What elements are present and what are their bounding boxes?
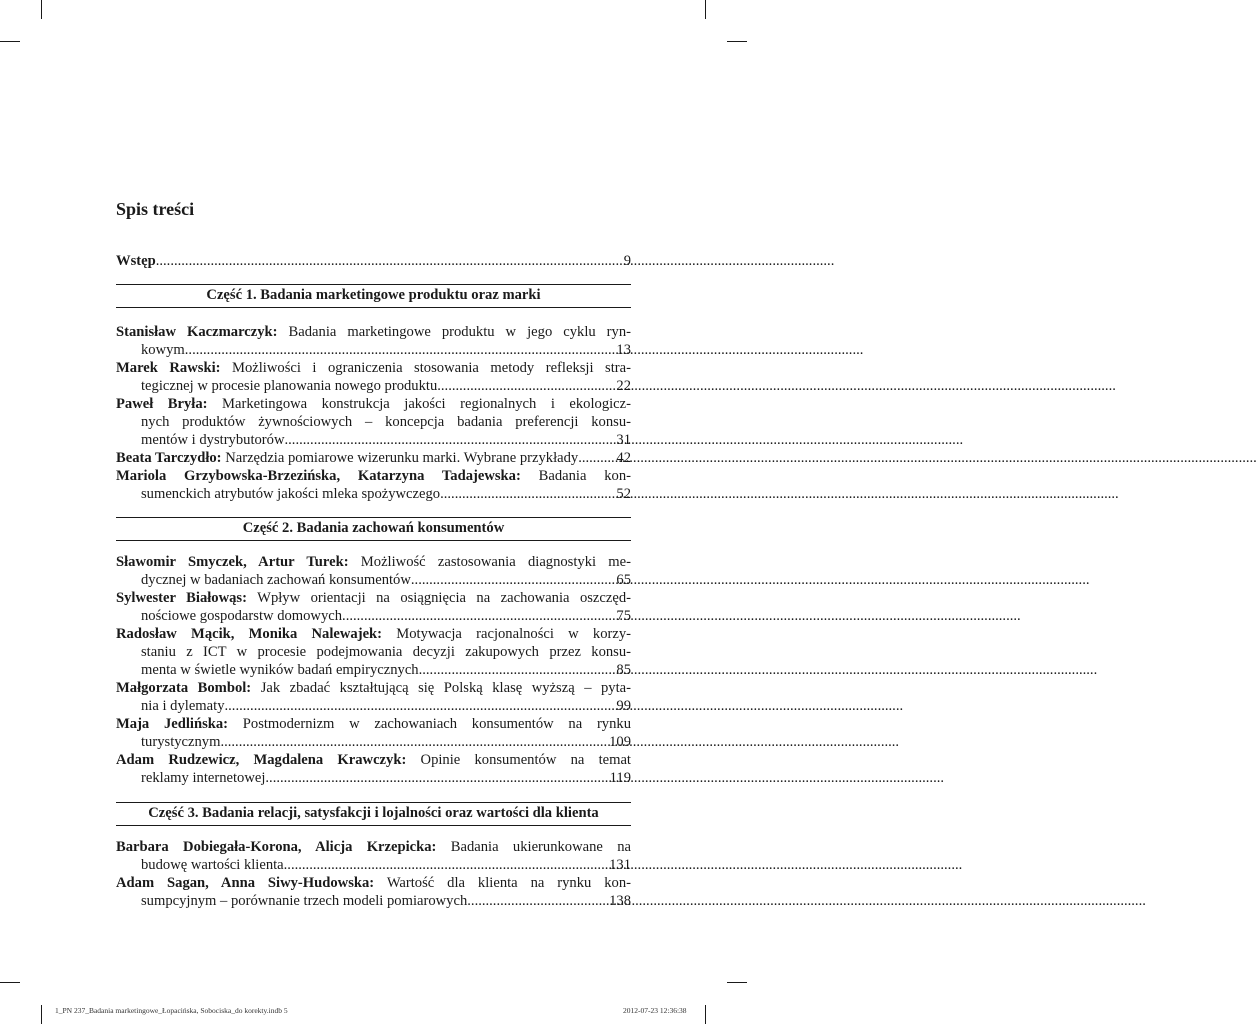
toc-line [116,431,631,449]
dot-leader [411,571,589,589]
toc-line [116,625,631,643]
entry-title: mentów i dystrybutorów [141,432,285,448]
crop-mark [41,0,42,19]
toc-line [116,697,631,715]
entry-title: Motywacja racjonalności w korzy- [382,626,631,642]
toc-entry [116,395,631,449]
dot-leader [342,607,589,625]
page-number: 119 [609,770,631,786]
dot-leader [284,856,589,874]
entry-authors: Sławomir Smyczek, Artur Turek: [116,554,349,570]
toc-part-3 [116,838,631,910]
entry-authors: Mariola Grzybowska-Brzezińska, Katarzyna Tadajewska: [116,468,521,484]
dot-leader [225,697,590,715]
toc-line [116,323,631,341]
part-heading: Część 1. Badania marketingowe produktu oraz marki [116,284,631,308]
toc-line [116,661,631,679]
entry-title: Narzędzia pomiarowe wizerunku marki. Wybrane przykłady [221,450,579,466]
dot-leader [578,449,589,467]
entry-authors: Stanisław Kaczmarczyk: [116,324,278,340]
entry-authors: Adam Rudzewicz, Magdalena Krawczyk: [116,752,407,768]
toc-line [116,341,631,359]
entry-authors: Beata Tarczydło: [116,450,222,466]
crop-mark [41,1005,42,1024]
toc-part-1 [116,323,631,503]
entry-title: tegicznej w procesie planowania nowego produktu [141,378,438,394]
toc-line [116,751,631,769]
part-heading: Część 3. Badania relacji, satysfakcji i lojalności oraz wartości dla klienta [116,802,631,826]
page-number: 138 [609,893,631,909]
toc-entry [116,751,631,787]
entry-title: Badania ukierunkowane na [436,839,631,855]
entry-title: Wpływ orientacji na osiągnięcia na zachowania oszczęd- [246,590,631,606]
dot-leader [467,892,589,910]
toc-line [116,359,631,377]
toc-line [116,679,631,697]
entry-title: turystycznym [141,734,221,750]
page-number: 52 [616,486,631,502]
entry-title: Marketingowa konstrukcja jakości regionalnych i ekologicz- [207,396,631,412]
crop-mark [727,41,747,42]
toc-line [116,377,631,395]
page-number: 75 [616,608,631,624]
entry-title: nościowe gospodarstw domowych [141,608,343,624]
toc-entry [116,553,631,589]
entry-title: Wartość dla klienta na rynku kon- [374,875,631,891]
entry-title: sumenckich atrybutów jakości mleka spożywczego [141,486,441,502]
dot-leader [440,485,589,503]
toc-line [116,467,631,485]
toc-entry [116,449,631,467]
dot-leader [285,431,590,449]
toc-entry [116,874,631,910]
entry-authors: Maja Jedlińska: [116,716,229,732]
page-number: 22 [616,378,631,394]
entry-title: kowym [141,342,185,358]
toc-entry [116,838,631,874]
toc-line [116,449,631,467]
entry-title: menta w świetle wyników badań empirycznych [141,662,419,678]
entry-title: Opinie konsumentów na temat [406,752,631,768]
entry-title: Postmodernizm w zachowaniach konsumentów na rynku [228,716,631,732]
entry-authors: Sylwester Białowąs: [116,590,247,606]
dot-leader [185,341,589,359]
crop-mark [705,0,706,19]
print-file-info: 1_PN 237_Badania marketingowe_Łopacińska, Sobociska_do korekty.indb 5 [55,1006,288,1015]
entry-title: Badania marketingowe produktu w jego cyklu ryn- [277,324,631,340]
entry-title: budowę wartości klienta [141,857,284,873]
toc-entry [116,625,631,679]
toc-line [116,715,631,733]
dot-leader [265,769,589,787]
toc-entry [116,679,631,715]
crop-mark [705,1005,706,1024]
toc-line [116,892,631,910]
dot-leader [437,377,589,395]
page-number: 131 [609,857,631,873]
page-title: Spis treści [116,199,195,219]
toc-line [116,485,631,503]
entry-authors: Radosław Mącik, Monika Nalewajek: [116,626,383,642]
entry-authors: Barbara Dobiegała-Korona, Alicja Krzepicka: [116,839,437,855]
toc-entry [116,589,631,625]
dot-leader [419,661,589,679]
toc-entry [116,467,631,503]
toc-line [116,395,631,413]
toc-part-2 [116,553,631,787]
toc-line [116,607,631,625]
toc-line [116,643,631,661]
entry-title: Jak zbadać kształtującą się Polską klasę wyższą – pyta- [251,680,631,696]
dot-leader [220,733,589,751]
entry-title: Możliwość zastosowania diagnostyki me- [348,554,631,570]
toc-line [116,413,631,431]
toc-line [116,769,631,787]
page-number: 13 [616,342,631,358]
entry-authors: Adam Sagan, Anna Siwy-Hudowska: [116,875,375,891]
dot-leader [156,252,589,270]
page-number: 9 [623,253,631,269]
toc-entry [116,323,631,359]
entry-authors: Małgorzata Bombol: [116,680,252,696]
toc-line [116,553,631,571]
toc-entry [116,359,631,395]
toc-line [116,874,631,892]
entry-title: dycznej w badaniach zachowań konsumentów [141,572,411,588]
page-number: 42 [616,450,631,466]
print-timestamp: 2012-07-23 12:36:38 [623,1006,687,1015]
toc-line [116,856,631,874]
toc-intro [116,252,631,270]
entry-title: nia i dylematy [141,698,225,714]
page-number: 109 [609,734,631,750]
toc-entry [116,715,631,751]
toc-line [116,589,631,607]
entry-title: sumpcyjnym – porównanie trzech modeli pomiarowych [141,893,468,909]
entry-authors: Paweł Bryła: [116,396,208,412]
crop-mark [0,982,20,983]
page-number: 31 [616,432,631,448]
crop-mark [0,41,20,42]
crop-mark [727,982,747,983]
page-number: 85 [616,662,631,678]
entry-title: nych produktów żywnościowych – koncepcja badania preferencji konsu- [141,414,631,430]
entry-title: Możliwości i ograniczenia stosowania metody refleksji stra- [220,360,631,376]
entry-title: staniu z ICT w procesie podejmowania decyzji zakupowych przez konsu- [141,644,631,660]
toc-line [116,252,631,270]
page-number: 99 [616,698,631,714]
entry-title: reklamy internetowej [141,770,266,786]
page-number: 65 [616,572,631,588]
toc-line [116,838,631,856]
entry-title: Badania kon- [520,468,631,484]
toc-line [116,733,631,751]
toc-line [116,571,631,589]
part-heading: Część 2. Badania zachowań konsumentów [116,517,631,541]
entry-authors: Marek Rawski: [116,360,221,376]
intro-label: Wstęp [116,253,156,269]
